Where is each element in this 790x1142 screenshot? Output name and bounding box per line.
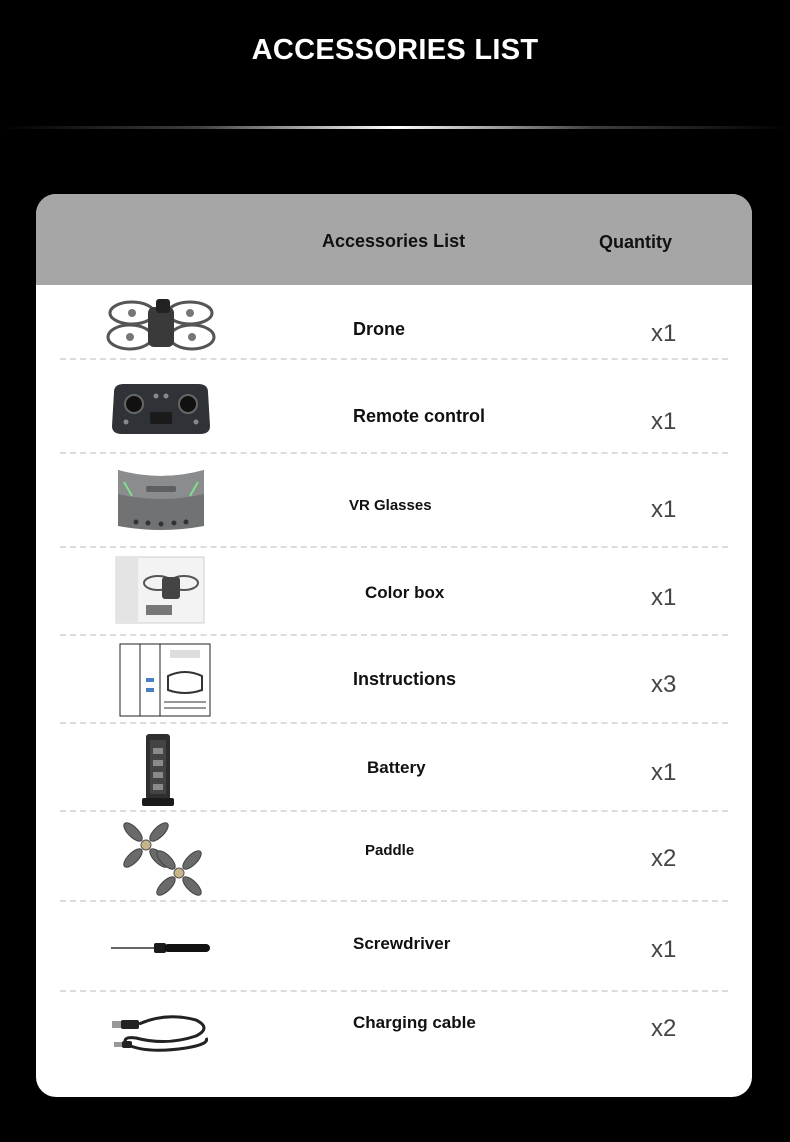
accessories-table [36,194,752,1097]
screwdriver-icon [106,912,216,984]
vr-glasses-icon [106,464,216,536]
drone-icon [106,289,216,361]
color-box-icon [106,554,216,626]
item-quantity: x3 [651,671,677,698]
table-row [36,454,752,548]
charging-cable-icon [106,998,216,1070]
battery-icon [106,730,216,810]
table-row [36,285,752,360]
paddle-icon [106,820,216,896]
item-quantity: x1 [651,408,677,435]
item-name: Paddle [365,842,415,859]
table-row [36,360,752,454]
item-quantity: x1 [651,320,677,347]
instructions-icon [106,644,216,716]
item-name: Instructions [353,669,457,689]
table-row [36,992,752,1097]
item-name: Screwdriver [353,934,451,953]
table-row [36,902,752,992]
header-quantity: Quantity [599,232,673,252]
table-row [36,724,752,812]
item-quantity: x1 [651,584,677,611]
table-header [36,194,752,285]
page-title: ACCESSORIES LIST [251,34,539,66]
item-quantity: x2 [651,1015,677,1042]
table-row [36,636,752,724]
item-quantity: x1 [651,496,677,523]
table-row [36,812,752,902]
item-name: Battery [367,758,426,777]
item-name: VR Glasses [349,497,432,514]
header-accessories-list: Accessories List [322,231,466,251]
table-row [36,548,752,636]
divider-glow [0,126,790,129]
item-quantity: x1 [651,759,677,786]
item-name: Remote control [353,406,486,426]
item-name: Drone [353,319,406,339]
remote-control-icon [106,372,216,444]
item-name: Charging cable [353,1013,476,1032]
item-quantity: x2 [651,845,677,872]
item-quantity: x1 [651,936,677,963]
item-name: Color box [365,583,445,602]
